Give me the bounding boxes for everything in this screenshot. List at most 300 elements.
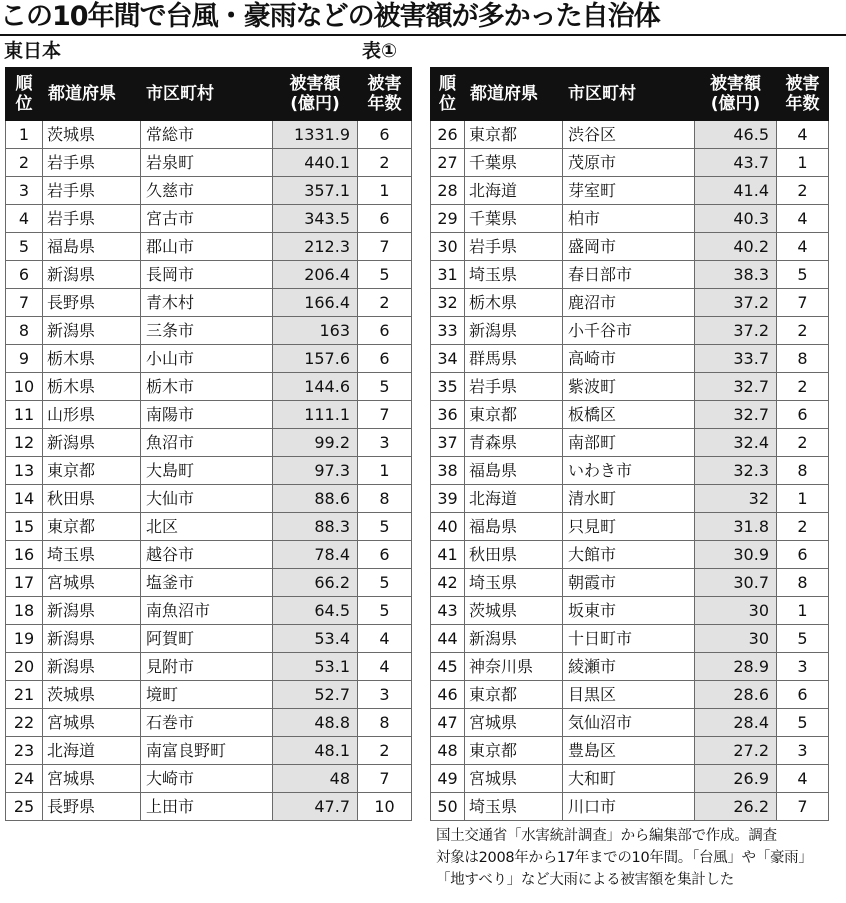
damage-years-cell: 5 (777, 709, 829, 737)
table-row (431, 485, 829, 513)
damage-amount-cell: 32.7 (695, 401, 777, 429)
table-row (431, 345, 829, 373)
table-row (431, 569, 829, 597)
rank-cell: 25 (6, 793, 43, 821)
damage-amount-cell: 212.3 (273, 233, 358, 261)
ranking-table-left (5, 67, 412, 821)
prefecture-cell: 岩手県 (465, 233, 563, 261)
damage-amount-cell: 357.1 (273, 177, 358, 205)
damage-amount-cell: 31.8 (695, 513, 777, 541)
damage-amount-cell: 52.7 (273, 681, 358, 709)
damage-amount-cell: 1331.9 (273, 121, 358, 149)
prefecture-cell: 北海道 (465, 485, 563, 513)
damage-years-cell: 7 (358, 233, 412, 261)
damage-years-cell: 6 (358, 345, 412, 373)
municipality-cell: 岩泉町 (141, 149, 273, 177)
damage-years-cell: 1 (777, 597, 829, 625)
damage-years-cell: 6 (358, 121, 412, 149)
damage-amount-cell: 53.1 (273, 653, 358, 681)
table-row (431, 177, 829, 205)
table-row (6, 709, 412, 737)
prefecture-cell: 秋田県 (465, 541, 563, 569)
municipality-cell: 大崎市 (141, 765, 273, 793)
rank-cell: 12 (6, 429, 43, 457)
rank-cell: 47 (431, 709, 465, 737)
damage-years-cell: 3 (777, 737, 829, 765)
municipality-cell: 芽室町 (563, 177, 695, 205)
table-row (431, 233, 829, 261)
table-row (431, 457, 829, 485)
table-row (6, 401, 412, 429)
municipality-cell: 境町 (141, 681, 273, 709)
prefecture-cell: 新潟県 (43, 317, 141, 345)
rank-cell: 28 (431, 177, 465, 205)
prefecture-cell: 東京都 (43, 513, 141, 541)
damage-years-cell: 7 (358, 765, 412, 793)
rank-cell: 31 (431, 261, 465, 289)
rank-cell: 14 (6, 485, 43, 513)
region-label: 東日本 (4, 40, 62, 62)
prefecture-cell: 茨城県 (43, 681, 141, 709)
rank-header: 順 位 (431, 68, 465, 121)
table-row (6, 429, 412, 457)
municipality-cell: 坂東市 (563, 597, 695, 625)
table-row (6, 485, 412, 513)
table-row (6, 233, 412, 261)
years-header: 被害 年数 (358, 68, 412, 121)
damage-years-cell: 1 (358, 177, 412, 205)
municipality-cell: 栃木市 (141, 373, 273, 401)
damage-amount-cell: 78.4 (273, 541, 358, 569)
table-header-row (6, 68, 412, 121)
note-line: 対象は2008年から17年までの10年間。「台風」や「豪雨」 (436, 850, 813, 866)
damage-amount-cell: 47.7 (273, 793, 358, 821)
prefecture-cell: 新潟県 (465, 625, 563, 653)
prefecture-cell: 岩手県 (43, 149, 141, 177)
damage-years-cell: 6 (777, 541, 829, 569)
rank-cell: 32 (431, 289, 465, 317)
damage-amount-cell: 28.6 (695, 681, 777, 709)
table-row (6, 513, 412, 541)
prefecture-cell: 埼玉県 (465, 569, 563, 597)
damage-years-cell: 2 (358, 737, 412, 765)
rank-cell: 10 (6, 373, 43, 401)
table-row (431, 625, 829, 653)
rank-cell: 5 (6, 233, 43, 261)
damage-amount-cell: 157.6 (273, 345, 358, 373)
prefecture-cell: 長野県 (43, 793, 141, 821)
rank-cell: 48 (431, 737, 465, 765)
damage-amount-cell: 40.2 (695, 233, 777, 261)
damage-amount-cell: 99.2 (273, 429, 358, 457)
damage-amount-cell: 32.4 (695, 429, 777, 457)
amount-header: 被害額 (億円) (273, 68, 358, 121)
rank-cell: 44 (431, 625, 465, 653)
damage-years-cell: 8 (777, 457, 829, 485)
table-row (6, 177, 412, 205)
prefecture-header: 都道府県 (43, 68, 141, 121)
rank-cell: 4 (6, 205, 43, 233)
damage-amount-cell: 33.7 (695, 345, 777, 373)
municipality-header: 市区町村 (141, 68, 273, 121)
rank-cell: 21 (6, 681, 43, 709)
source-note (436, 825, 844, 891)
damage-amount-cell: 43.7 (695, 149, 777, 177)
damage-amount-cell: 88.3 (273, 513, 358, 541)
damage-amount-cell: 343.5 (273, 205, 358, 233)
rank-cell: 19 (6, 625, 43, 653)
rank-cell: 15 (6, 513, 43, 541)
damage-years-cell: 7 (777, 793, 829, 821)
damage-amount-cell: 46.5 (695, 121, 777, 149)
prefecture-cell: 岩手県 (43, 205, 141, 233)
municipality-cell: 青木村 (141, 289, 273, 317)
prefecture-cell: 千葉県 (465, 205, 563, 233)
municipality-cell: 渋谷区 (563, 121, 695, 149)
damage-amount-cell: 28.9 (695, 653, 777, 681)
municipality-cell: 綾瀬市 (563, 653, 695, 681)
prefecture-cell: 岩手県 (43, 177, 141, 205)
rank-cell: 16 (6, 541, 43, 569)
rank-cell: 9 (6, 345, 43, 373)
prefecture-cell: 長野県 (43, 289, 141, 317)
rank-cell: 46 (431, 681, 465, 709)
damage-years-cell: 3 (358, 429, 412, 457)
damage-amount-cell: 40.3 (695, 205, 777, 233)
rank-cell: 27 (431, 149, 465, 177)
years-header: 被害 年数 (777, 68, 829, 121)
damage-years-cell: 2 (777, 513, 829, 541)
damage-amount-cell: 30 (695, 625, 777, 653)
damage-amount-cell: 27.2 (695, 737, 777, 765)
table-label: 表① (362, 40, 398, 62)
title-underline (0, 34, 846, 36)
damage-years-cell: 4 (777, 205, 829, 233)
damage-years-cell: 10 (358, 793, 412, 821)
damage-years-cell: 6 (777, 681, 829, 709)
rank-cell: 2 (6, 149, 43, 177)
note-line: 「地すべり」など大雨による被害額を集計した (436, 872, 734, 888)
damage-amount-cell: 206.4 (273, 261, 358, 289)
prefecture-cell: 栃木県 (43, 373, 141, 401)
table-row (431, 681, 829, 709)
prefecture-cell: 福島県 (43, 233, 141, 261)
table-row (431, 149, 829, 177)
municipality-cell: 茂原市 (563, 149, 695, 177)
prefecture-cell: 埼玉県 (465, 261, 563, 289)
damage-years-cell: 2 (777, 429, 829, 457)
damage-years-cell: 5 (358, 569, 412, 597)
damage-years-cell: 1 (358, 457, 412, 485)
prefecture-cell: 群馬県 (465, 345, 563, 373)
note-line: 国土交通省「水害統計調査」から編集部で作成。調査 (436, 828, 777, 844)
prefecture-cell: 東京都 (465, 121, 563, 149)
rank-cell: 23 (6, 737, 43, 765)
damage-amount-cell: 48.8 (273, 709, 358, 737)
damage-years-cell: 2 (358, 289, 412, 317)
rank-cell: 38 (431, 457, 465, 485)
municipality-cell: 盛岡市 (563, 233, 695, 261)
rank-header: 順 位 (6, 68, 43, 121)
prefecture-cell: 新潟県 (465, 317, 563, 345)
article-title: この10年間で台風・豪雨などの被害額が多かった自治体 (0, 1, 660, 32)
municipality-cell: 南部町 (563, 429, 695, 457)
prefecture-cell: 秋田県 (43, 485, 141, 513)
damage-amount-cell: 48.1 (273, 737, 358, 765)
damage-years-cell: 1 (777, 485, 829, 513)
table-row (6, 625, 412, 653)
municipality-cell: 大和町 (563, 765, 695, 793)
rank-cell: 42 (431, 569, 465, 597)
damage-years-cell: 6 (358, 541, 412, 569)
table-row (431, 261, 829, 289)
municipality-cell: 大仙市 (141, 485, 273, 513)
table-row (431, 205, 829, 233)
table-row (6, 373, 412, 401)
rank-cell: 45 (431, 653, 465, 681)
municipality-cell: 小千谷市 (563, 317, 695, 345)
prefecture-cell: 茨城県 (465, 597, 563, 625)
damage-amount-cell: 32.3 (695, 457, 777, 485)
table-row (6, 681, 412, 709)
table-row (431, 289, 829, 317)
table-row (6, 653, 412, 681)
damage-years-cell: 8 (777, 569, 829, 597)
municipality-cell: 鹿沼市 (563, 289, 695, 317)
rank-cell: 36 (431, 401, 465, 429)
municipality-cell: 清水町 (563, 485, 695, 513)
table-row (6, 457, 412, 485)
rank-cell: 40 (431, 513, 465, 541)
rank-cell: 1 (6, 121, 43, 149)
rank-cell: 7 (6, 289, 43, 317)
damage-amount-cell: 144.6 (273, 373, 358, 401)
damage-amount-cell: 440.1 (273, 149, 358, 177)
prefecture-cell: 東京都 (465, 737, 563, 765)
rank-cell: 3 (6, 177, 43, 205)
table-row (431, 513, 829, 541)
municipality-cell: 宮古市 (141, 205, 273, 233)
rank-cell: 22 (6, 709, 43, 737)
municipality-cell: 大島町 (141, 457, 273, 485)
damage-years-cell: 2 (777, 373, 829, 401)
rank-cell: 24 (6, 765, 43, 793)
prefecture-cell: 岩手県 (465, 373, 563, 401)
rank-cell: 34 (431, 345, 465, 373)
municipality-cell: 郡山市 (141, 233, 273, 261)
prefecture-cell: 宮城県 (43, 709, 141, 737)
prefecture-cell: 千葉県 (465, 149, 563, 177)
table-header-row (431, 68, 829, 121)
damage-amount-cell: 37.2 (695, 289, 777, 317)
rank-cell: 39 (431, 485, 465, 513)
municipality-cell: 魚沼市 (141, 429, 273, 457)
municipality-cell: 小山市 (141, 345, 273, 373)
damage-amount-cell: 53.4 (273, 625, 358, 653)
damage-amount-cell: 48 (273, 765, 358, 793)
table-row (6, 541, 412, 569)
damage-years-cell: 5 (358, 513, 412, 541)
rank-cell: 30 (431, 233, 465, 261)
damage-years-cell: 5 (358, 597, 412, 625)
prefecture-cell: 宮城県 (43, 569, 141, 597)
municipality-cell: 目黒区 (563, 681, 695, 709)
municipality-cell: 気仙沼市 (563, 709, 695, 737)
damage-amount-cell: 30.7 (695, 569, 777, 597)
damage-years-cell: 5 (358, 373, 412, 401)
prefecture-header: 都道府県 (465, 68, 563, 121)
table-row (431, 597, 829, 625)
damage-years-cell: 5 (777, 625, 829, 653)
prefecture-cell: 東京都 (465, 681, 563, 709)
damage-years-cell: 7 (777, 289, 829, 317)
table-row (431, 373, 829, 401)
table-row (431, 541, 829, 569)
municipality-cell: 豊島区 (563, 737, 695, 765)
damage-years-cell: 1 (777, 149, 829, 177)
damage-years-cell: 8 (777, 345, 829, 373)
municipality-cell: 常総市 (141, 121, 273, 149)
municipality-cell: 長岡市 (141, 261, 273, 289)
damage-amount-cell: 26.2 (695, 793, 777, 821)
prefecture-cell: 青森県 (465, 429, 563, 457)
damage-years-cell: 4 (777, 765, 829, 793)
damage-amount-cell: 32.7 (695, 373, 777, 401)
prefecture-cell: 北海道 (43, 737, 141, 765)
prefecture-cell: 茨城県 (43, 121, 141, 149)
municipality-cell: 南富良野町 (141, 737, 273, 765)
damage-years-cell: 4 (777, 121, 829, 149)
damage-amount-cell: 30 (695, 597, 777, 625)
damage-years-cell: 8 (358, 485, 412, 513)
municipality-header: 市区町村 (563, 68, 695, 121)
rank-cell: 6 (6, 261, 43, 289)
rank-cell: 49 (431, 765, 465, 793)
damage-years-cell: 6 (358, 317, 412, 345)
municipality-cell: 越谷市 (141, 541, 273, 569)
rank-cell: 8 (6, 317, 43, 345)
table-row (431, 793, 829, 821)
prefecture-cell: 宮城県 (465, 709, 563, 737)
damage-amount-cell: 37.2 (695, 317, 777, 345)
damage-amount-cell: 38.3 (695, 261, 777, 289)
damage-years-cell: 3 (777, 653, 829, 681)
table-row (6, 597, 412, 625)
rank-cell: 43 (431, 597, 465, 625)
table-row (6, 765, 412, 793)
prefecture-cell: 埼玉県 (465, 793, 563, 821)
prefecture-cell: 埼玉県 (43, 541, 141, 569)
municipality-cell: 川口市 (563, 793, 695, 821)
table-row (431, 737, 829, 765)
prefecture-cell: 福島県 (465, 457, 563, 485)
table-row (6, 317, 412, 345)
prefecture-cell: 神奈川県 (465, 653, 563, 681)
rank-cell: 33 (431, 317, 465, 345)
municipality-cell: 只見町 (563, 513, 695, 541)
prefecture-cell: 山形県 (43, 401, 141, 429)
damage-amount-cell: 111.1 (273, 401, 358, 429)
prefecture-cell: 新潟県 (43, 429, 141, 457)
municipality-cell: 石巻市 (141, 709, 273, 737)
municipality-cell: 南魚沼市 (141, 597, 273, 625)
rank-cell: 13 (6, 457, 43, 485)
rank-cell: 17 (6, 569, 43, 597)
rank-cell: 26 (431, 121, 465, 149)
damage-years-cell: 5 (777, 261, 829, 289)
prefecture-cell: 新潟県 (43, 653, 141, 681)
rank-cell: 29 (431, 205, 465, 233)
damage-years-cell: 6 (777, 401, 829, 429)
table-row (6, 261, 412, 289)
damage-years-cell: 3 (358, 681, 412, 709)
damage-amount-cell: 97.3 (273, 457, 358, 485)
municipality-cell: いわき市 (563, 457, 695, 485)
table-row (431, 401, 829, 429)
damage-amount-cell: 41.4 (695, 177, 777, 205)
municipality-cell: 上田市 (141, 793, 273, 821)
amount-header: 被害額 (億円) (695, 68, 777, 121)
table-row (431, 121, 829, 149)
municipality-cell: 春日部市 (563, 261, 695, 289)
damage-amount-cell: 28.4 (695, 709, 777, 737)
damage-amount-cell: 32 (695, 485, 777, 513)
rank-cell: 37 (431, 429, 465, 457)
rank-cell: 11 (6, 401, 43, 429)
municipality-cell: 阿賀町 (141, 625, 273, 653)
municipality-cell: 南陽市 (141, 401, 273, 429)
rank-cell: 35 (431, 373, 465, 401)
table-row (431, 317, 829, 345)
table-row (6, 205, 412, 233)
damage-amount-cell: 166.4 (273, 289, 358, 317)
municipality-cell: 三条市 (141, 317, 273, 345)
prefecture-cell: 東京都 (43, 457, 141, 485)
rank-cell: 18 (6, 597, 43, 625)
prefecture-cell: 栃木県 (43, 345, 141, 373)
municipality-cell: 大館市 (563, 541, 695, 569)
rank-cell: 50 (431, 793, 465, 821)
damage-years-cell: 7 (358, 401, 412, 429)
table-row (6, 149, 412, 177)
table-row (6, 737, 412, 765)
municipality-cell: 見附市 (141, 653, 273, 681)
municipality-cell: 久慈市 (141, 177, 273, 205)
municipality-cell: 十日町市 (563, 625, 695, 653)
table-row (6, 289, 412, 317)
damage-years-cell: 5 (358, 261, 412, 289)
ranking-table-right (430, 67, 829, 821)
municipality-cell: 朝霞市 (563, 569, 695, 597)
municipality-cell: 塩釜市 (141, 569, 273, 597)
municipality-cell: 柏市 (563, 205, 695, 233)
prefecture-cell: 新潟県 (43, 261, 141, 289)
damage-amount-cell: 88.6 (273, 485, 358, 513)
damage-years-cell: 4 (358, 653, 412, 681)
rank-cell: 41 (431, 541, 465, 569)
prefecture-cell: 新潟県 (43, 597, 141, 625)
prefecture-cell: 福島県 (465, 513, 563, 541)
prefecture-cell: 宮城県 (465, 765, 563, 793)
municipality-cell: 北区 (141, 513, 273, 541)
table-row (6, 793, 412, 821)
damage-years-cell: 2 (358, 149, 412, 177)
prefecture-cell: 東京都 (465, 401, 563, 429)
table-row (431, 653, 829, 681)
municipality-cell: 高崎市 (563, 345, 695, 373)
damage-amount-cell: 66.2 (273, 569, 358, 597)
prefecture-cell: 新潟県 (43, 625, 141, 653)
